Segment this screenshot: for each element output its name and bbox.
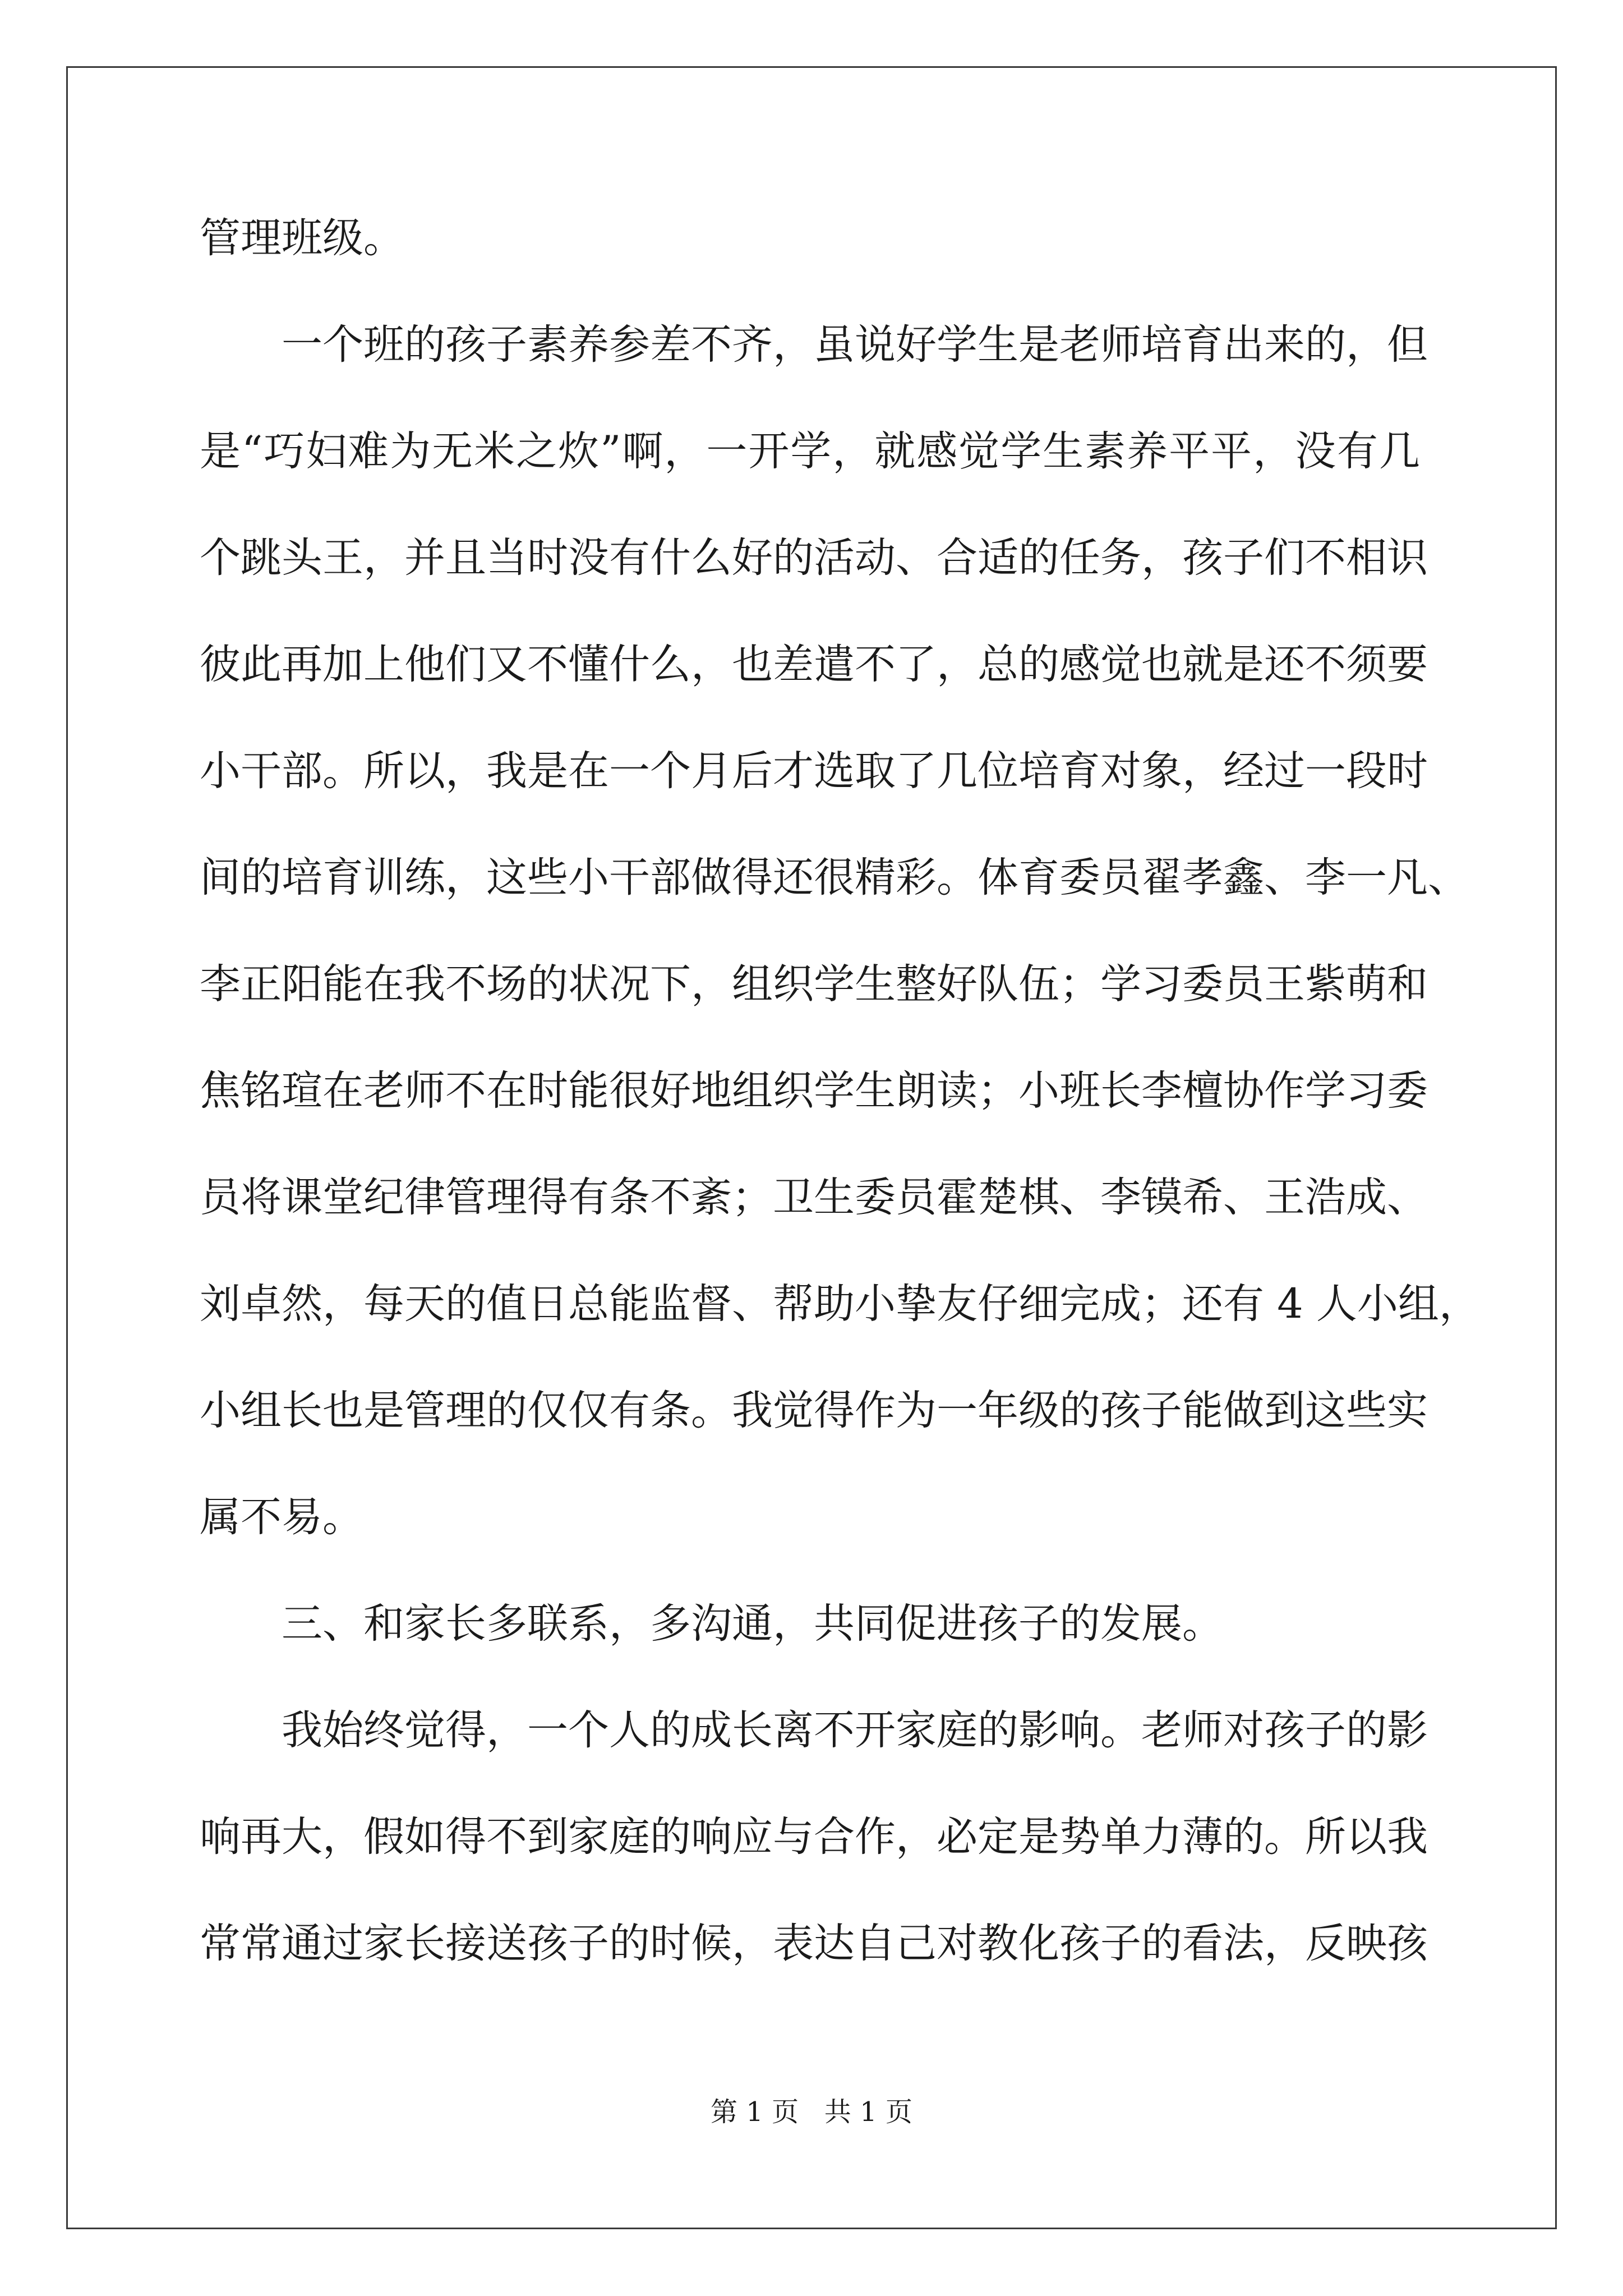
text-line: 李正阳能在我不场的状况下，组织学生整好队伍；学习委员王紫萌和 [200, 960, 1428, 1008]
page-number: 第 1 页 [711, 2096, 799, 2128]
document-body [200, 185, 1480, 1997]
section-heading: 三、和家长多联系，多沟通，共同促进孩子的发展。 [282, 1600, 1223, 1648]
text-line: 常常通过家长接送孩子的时候，表达自己对教化孩子的看法，反映孩 [200, 1920, 1428, 1967]
text-line: 一个班的孩子素养参差不齐，虽说好学生是老师培育出来的，但 [282, 321, 1428, 369]
text-line: 管理班级。 [200, 214, 404, 262]
text-line: 个跳头王，并且当时没有什么好的活动、合适的任务，孩子们不相识 [200, 534, 1428, 582]
page-total: 共 1 页 [824, 2096, 912, 2128]
text-line: 响再大，假如得不到家庭的响应与合作，必定是势单力薄的。所以我 [200, 1813, 1428, 1861]
text-line: 小干部。所以，我是在一个月后才选取了几位培育对象，经过一段时 [200, 747, 1428, 795]
text-line: 是“巧妇难为无米之炊”啊，一开学，就感觉学生素养平平，没有几 [200, 427, 1420, 475]
text-line: 彼此再加上他们又不懂什么，也差遣不了，总的感觉也就是还不须要 [200, 641, 1428, 688]
page-footer [0, 2095, 1623, 2129]
text-line: 刘卓然，每天的值日总能监督、帮助小挚友仔细完成；还有 4 人小组， [200, 1280, 1480, 1328]
text-line: 焦铭瑄在老师不在时能很好地组织学生朗读；小班长李檀协作学习委 [200, 1067, 1428, 1115]
text-line: 小组长也是管理的仅仅有条。我觉得作为一年级的孩子能做到这些实 [200, 1387, 1428, 1434]
text-line: 间的培育训练，这些小干部做得还很精彩。体育委员翟孝鑫、李一凡、 [200, 854, 1469, 901]
text-line: 属不易。 [200, 1493, 363, 1541]
text-line: 员将课堂纪律管理得有条不紊；卫生委员霍楚棋、李镆希、王浩成、 [200, 1174, 1428, 1221]
text-line: 我始终觉得，一个人的成长离不开家庭的影响。老师对孩子的影 [282, 1706, 1428, 1754]
